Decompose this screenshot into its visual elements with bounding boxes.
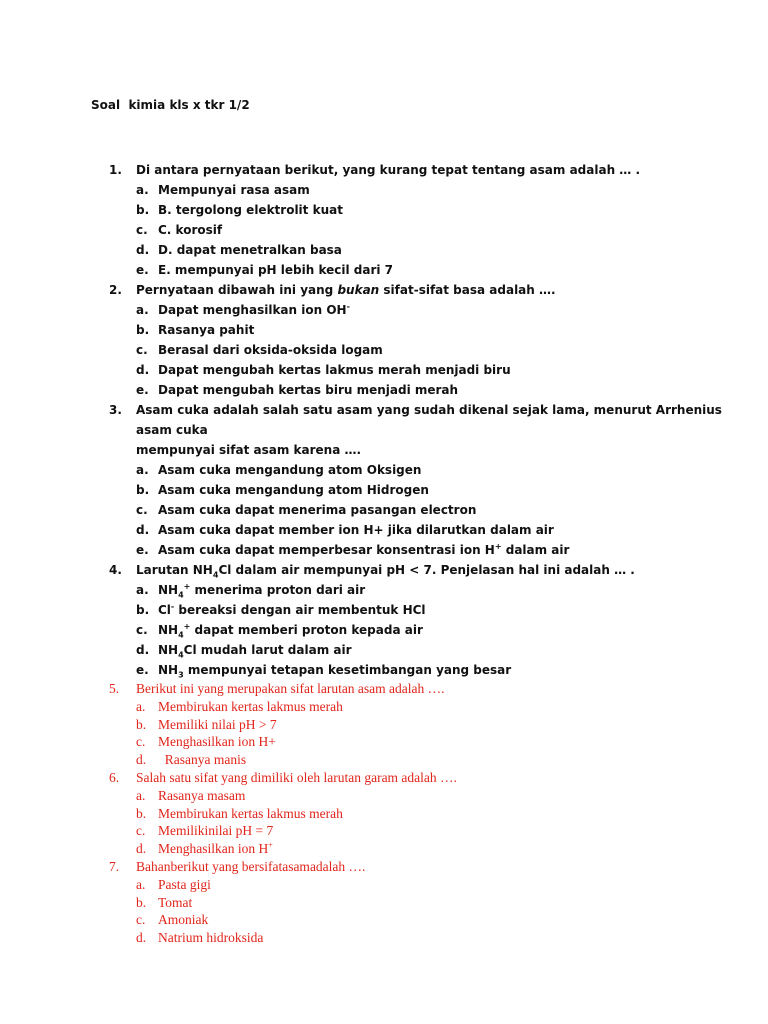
option-text: Mempunyai rasa asam xyxy=(158,183,310,197)
option-text-part: Cl xyxy=(158,603,171,617)
option-a xyxy=(136,876,749,894)
question-text: Di antara pernyataan berikut, yang kurang tepat tentang asam adalah … . xyxy=(136,163,641,177)
option-letter: d. xyxy=(136,243,150,257)
option-c xyxy=(136,220,749,240)
option-b xyxy=(136,480,749,500)
option-letter: a. xyxy=(136,698,146,714)
option-letter: b. xyxy=(136,203,150,217)
question-number: 7. xyxy=(109,858,120,874)
option-text-part: mempunyai tetapan kesetimbangan yang besar xyxy=(183,663,512,677)
option-text: Membirukan kertas lakmus merah xyxy=(158,698,343,714)
question-number: 5. xyxy=(109,681,120,696)
option-letter: a. xyxy=(136,303,149,317)
question-text-line: mempunyai sifat asam karena …. xyxy=(136,443,362,457)
option-text-part: bereaksi dengan air membentuk HCl xyxy=(174,603,426,617)
option-d xyxy=(136,360,749,380)
option-text: Rasanya masam xyxy=(158,787,246,803)
option-c xyxy=(136,500,749,520)
option-text-part: dapat memberi proton kepada air xyxy=(190,623,423,637)
option-a xyxy=(136,300,749,320)
option-text: Membirukan kertas lakmus merah xyxy=(158,805,343,821)
question-5 xyxy=(109,680,749,698)
superscript: - xyxy=(346,302,350,311)
option-e xyxy=(136,660,749,680)
option-d xyxy=(136,640,749,660)
question-2 xyxy=(109,280,749,300)
option-text-part: NH xyxy=(158,583,179,597)
option-text: Amoniak xyxy=(158,912,209,928)
superscript: + xyxy=(268,840,273,850)
option-c xyxy=(136,822,749,840)
option-text: Dapat mengubah kertas biru menjadi merah xyxy=(158,383,459,397)
option-e xyxy=(136,540,749,560)
option-text-part: NH xyxy=(158,643,179,657)
option-a xyxy=(136,180,749,200)
question-1 xyxy=(109,160,749,180)
option-e xyxy=(136,380,749,400)
question-number: 3. xyxy=(109,403,122,417)
option-letter: c. xyxy=(136,623,148,637)
option-text-part: Asam cuka dapat memperbesar konsentrasi ion H xyxy=(158,543,495,557)
red-questions-block xyxy=(109,680,749,947)
option-text: E. mempunyai pH lebih kecil dari 7 xyxy=(158,263,394,277)
option-d xyxy=(136,929,749,947)
option-letter: b. xyxy=(136,323,150,337)
option-letter: b. xyxy=(136,603,150,617)
superscript: + xyxy=(183,582,191,591)
option-text-part: NH xyxy=(158,623,179,637)
option-letter: b. xyxy=(136,483,150,497)
superscript: - xyxy=(170,602,175,611)
option-text xyxy=(158,540,569,560)
option-letter: d. xyxy=(136,841,147,857)
question-3 xyxy=(109,400,749,460)
option-letter: c. xyxy=(136,223,148,237)
option-letter: b. xyxy=(136,716,147,732)
question-6 xyxy=(109,769,749,787)
option-text xyxy=(158,580,365,600)
superscript: + xyxy=(494,542,502,551)
option-c xyxy=(136,340,749,360)
option-c xyxy=(136,620,749,640)
option-letter: c. xyxy=(136,912,146,928)
option-text: Memiliki nilai pH > 7 xyxy=(158,716,277,732)
option-text: Memilikinilai pH = 7 xyxy=(158,823,274,839)
option-text: Berasal dari oksida-oksida logam xyxy=(158,343,383,357)
option-text xyxy=(158,620,423,640)
option-letter: d. xyxy=(136,363,150,377)
question-text: Bahanberikut yang bersifatasamadalah …. xyxy=(136,858,366,874)
option-letter: d. xyxy=(136,523,150,537)
subscript: 4 xyxy=(212,570,219,580)
option-letter: a. xyxy=(136,876,146,892)
option-letter: d. xyxy=(136,643,150,657)
option-letter: a. xyxy=(136,787,146,803)
question-text xyxy=(136,400,749,460)
option-b xyxy=(136,716,749,734)
option-letter: e. xyxy=(136,263,149,277)
question-text-part: sifat-sifat basa adalah …. xyxy=(379,283,556,297)
document-title: Soal kimia kls x tkr 1/2 xyxy=(91,98,250,112)
option-d xyxy=(136,840,749,858)
option-a xyxy=(136,698,749,716)
option-letter: c. xyxy=(136,343,148,357)
option-b xyxy=(136,805,749,823)
question-text-part: Cl dalam air mempunyai pH < 7. Penjelasan hal ini adalah … . xyxy=(218,563,635,577)
question-text xyxy=(136,280,749,300)
question-text xyxy=(136,560,749,580)
option-text xyxy=(158,660,511,680)
option-d xyxy=(136,240,749,260)
option-text: D. dapat menetralkan basa xyxy=(158,243,342,257)
option-d xyxy=(136,520,749,540)
option-letter: c. xyxy=(136,503,148,517)
option-e xyxy=(136,260,749,280)
option-text-part: NH xyxy=(158,663,179,677)
option-d xyxy=(136,751,749,769)
question-emphasis: bukan xyxy=(337,283,380,297)
option-text: Asam cuka dapat member ion H+ jika dilarutkan dalam air xyxy=(158,523,554,537)
question-text: Salah satu sifat yang dimiliki oleh larutan garam adalah …. xyxy=(136,769,457,785)
option-text: Pasta gigi xyxy=(158,876,211,892)
option-text-part: dalam air xyxy=(501,543,570,557)
option-letter: a. xyxy=(136,183,149,197)
option-text: Asam cuka mengandung atom Oksigen xyxy=(158,463,422,477)
subscript: 4 xyxy=(178,590,184,600)
option-text-part: Menghasilkan ion H xyxy=(158,841,269,857)
option-letter: a. xyxy=(136,583,149,597)
option-text: B. tergolong elektrolit kuat xyxy=(158,203,343,217)
option-text-part: menerima proton dari air xyxy=(190,583,366,597)
option-text: Rasanya pahit xyxy=(158,323,255,337)
option-letter: b. xyxy=(136,805,147,821)
superscript: + xyxy=(183,622,191,631)
question-list xyxy=(109,160,749,947)
question-text-part: Pernyataan dibawah ini yang xyxy=(136,283,338,297)
option-b xyxy=(136,894,749,912)
option-text-part: Cl mudah larut dalam air xyxy=(183,643,352,657)
question-number: 6. xyxy=(109,769,120,785)
option-letter: c. xyxy=(136,734,146,750)
option-text: Asam cuka dapat menerima pasangan electron xyxy=(158,503,477,517)
option-text xyxy=(158,300,350,320)
option-letter: e. xyxy=(136,543,149,557)
option-text xyxy=(158,600,426,620)
option-text: Asam cuka mengandung atom Hidrogen xyxy=(158,483,429,497)
question-number: 2. xyxy=(109,283,122,297)
question-4 xyxy=(109,560,749,580)
option-text: Rasanya manis xyxy=(158,752,247,768)
question-text-part: Larutan NH xyxy=(136,563,213,577)
option-b xyxy=(136,600,749,620)
option-b xyxy=(136,320,749,340)
option-letter: a. xyxy=(136,463,149,477)
subscript: 4 xyxy=(178,630,184,640)
option-letter: d. xyxy=(136,930,147,946)
option-text xyxy=(158,840,273,858)
option-text: Menghasilkan ion H+ xyxy=(158,734,276,750)
option-text: Tomat xyxy=(158,894,193,910)
question-number: 1. xyxy=(109,163,122,177)
option-letter: c. xyxy=(136,823,146,839)
option-letter: e. xyxy=(136,663,149,677)
option-a xyxy=(136,460,749,480)
option-text: Natrium hidroksida xyxy=(158,930,264,946)
option-c xyxy=(136,911,749,929)
question-text: Berikut ini yang merupakan sifat larutan asam adalah …. xyxy=(136,681,445,696)
option-text-part: Dapat menghasilkan ion OH xyxy=(158,303,347,317)
option-a xyxy=(136,787,749,805)
subscript: 3 xyxy=(178,670,184,680)
question-7 xyxy=(109,858,749,876)
option-letter: e. xyxy=(136,383,149,397)
option-a xyxy=(136,580,749,600)
subscript: 4 xyxy=(178,650,184,660)
question-text-line: Asam cuka adalah salah satu asam yang sudah dikenal sejak lama, menurut Arrhenius asam cuka xyxy=(136,403,722,437)
option-text xyxy=(158,640,352,660)
option-c xyxy=(136,733,749,751)
option-letter: b. xyxy=(136,894,147,910)
option-text: Dapat mengubah kertas lakmus merah menjadi biru xyxy=(158,363,511,377)
option-b xyxy=(136,200,749,220)
option-letter: d. xyxy=(136,752,147,768)
option-text: C. korosif xyxy=(158,223,223,237)
question-number: 4. xyxy=(109,563,122,577)
